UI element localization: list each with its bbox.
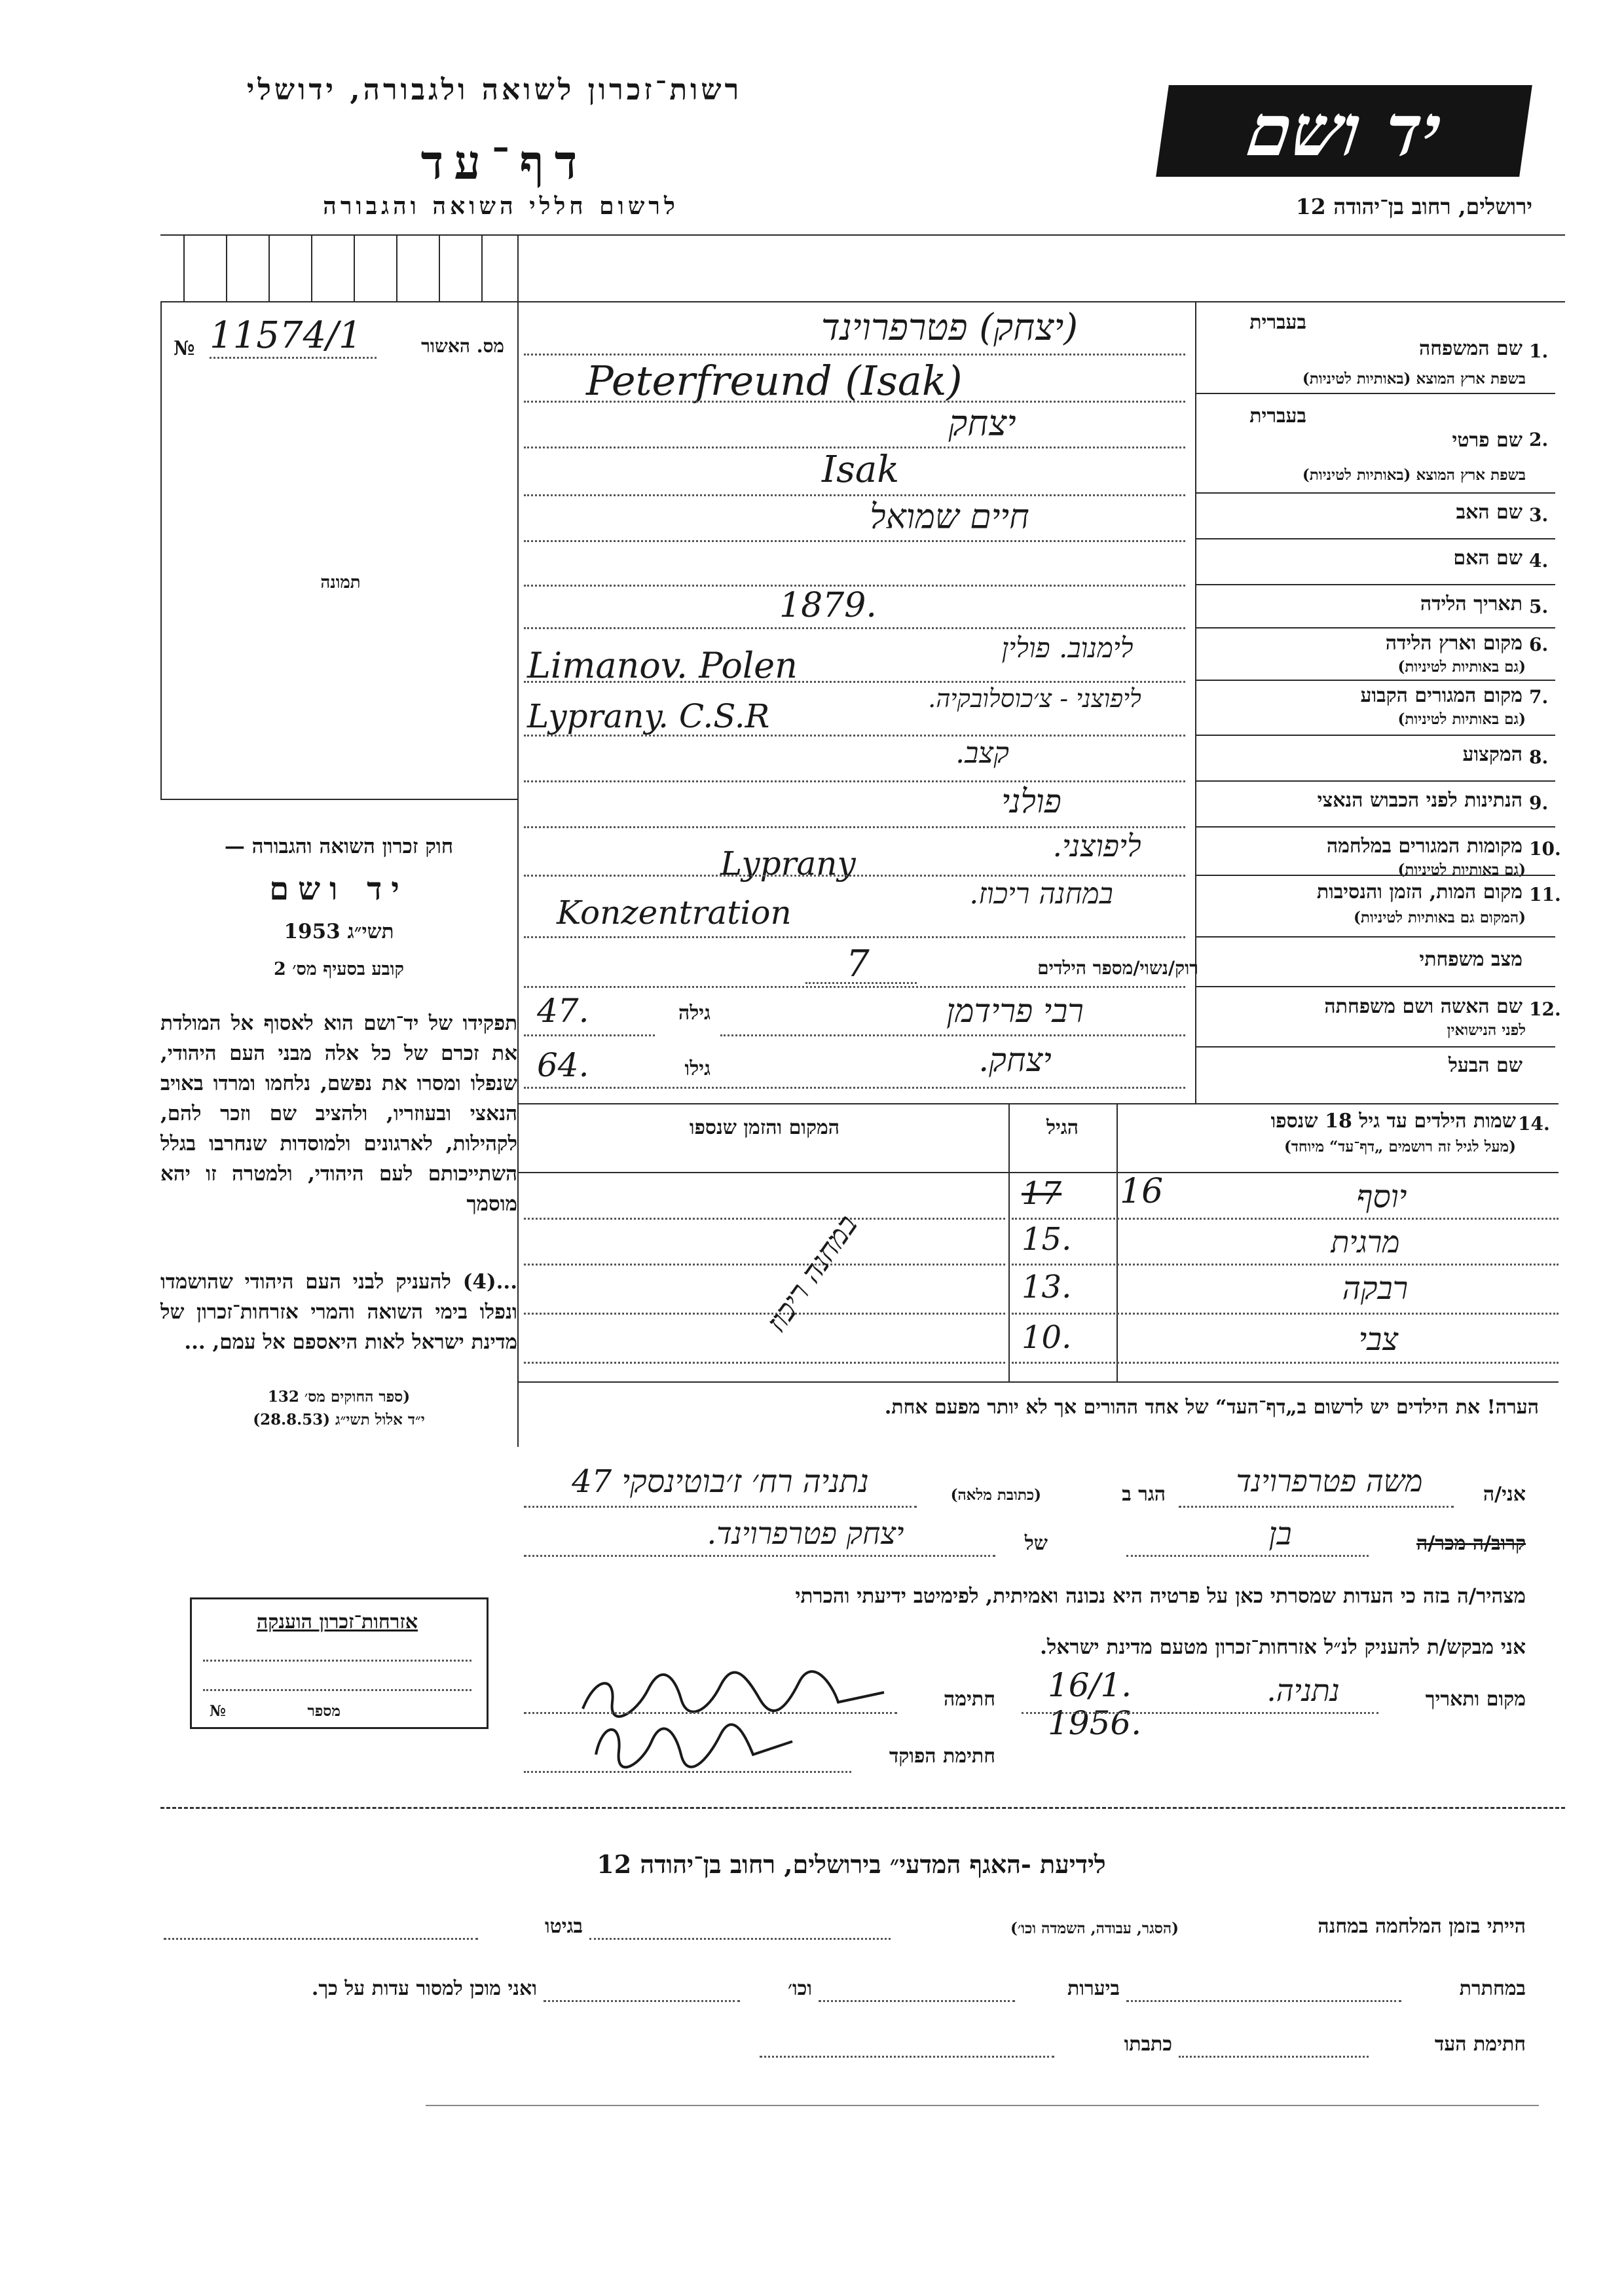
certificate-number-sign: № bbox=[210, 1702, 226, 1720]
child-name-4: צבי bbox=[1358, 1321, 1399, 1358]
death-place-hebrew: במחנה ריכוז. bbox=[969, 877, 1113, 911]
profession-value: קצב. bbox=[955, 737, 1009, 770]
citizenship-value: פולני bbox=[1001, 782, 1061, 820]
native-lang-label-1: בשפת ארץ המוצא (באותיות לטיניות) bbox=[1302, 370, 1526, 388]
footer-forests-label: ביערות bbox=[1067, 1977, 1120, 2000]
sidebar-law-title: חוק זכרון השואה והגבורה — bbox=[224, 835, 454, 858]
father-name-value: חיים שמואל bbox=[870, 498, 1029, 537]
form-subtitle: לרשום חללי השואה והגבורה bbox=[323, 192, 679, 220]
relation-of-value: יצחק פטרפרוינד. bbox=[707, 1516, 904, 1551]
in-hebrew-label-1: בעברית bbox=[1249, 311, 1306, 334]
relation-label: קרוב/ה מכר/ה bbox=[1416, 1532, 1526, 1555]
husband-name-value: יצחק. bbox=[978, 1041, 1052, 1079]
sidebar-source-date: י״ד אלול תשי״ג (28.8.53) bbox=[253, 1411, 425, 1429]
in-hebrew-label-2: בעברית bbox=[1249, 405, 1306, 428]
native-lang-label-2: בשפת ארץ המוצא (באותיות לטיניות) bbox=[1302, 466, 1526, 484]
row-number-11: 11. bbox=[1529, 884, 1561, 905]
relation-value: בן bbox=[1268, 1516, 1292, 1552]
relation-of-label: של bbox=[1024, 1532, 1048, 1555]
children-place-column: המקום והזמן שנספו bbox=[689, 1116, 840, 1139]
officer-signature bbox=[589, 1715, 799, 1774]
row-number-5: 5. bbox=[1529, 596, 1549, 617]
child-age-1-corrected: 16 bbox=[1120, 1172, 1164, 1211]
birthplace-hebrew: לימנוב. פולין bbox=[1001, 632, 1134, 664]
signature-label: חתימה bbox=[944, 1688, 995, 1711]
form-title: דף־עד bbox=[420, 134, 588, 190]
yad-vashem-logo: יד ושם bbox=[1156, 85, 1532, 177]
given-name-hebrew: יצחק bbox=[948, 403, 1016, 444]
family-name-label: שם המשפחה bbox=[1418, 337, 1522, 360]
footer-title: לידיעת -האגף המדעי״ בירושלים, רחוב בן־יהודה 12 bbox=[597, 1850, 1106, 1879]
wife-name-note: לפני הנישואין bbox=[1447, 1021, 1526, 1039]
date-value: 16/1. 1956. bbox=[1048, 1666, 1142, 1742]
child-age-4: 10. bbox=[1022, 1319, 1072, 1356]
wife-name-label: שם האשה ושם משפחתה bbox=[1324, 995, 1522, 1018]
children-count-label: רוק/נשוי/מספר הילדים bbox=[1037, 957, 1198, 979]
death-latin-note: (המקום גם באותיות לטיניות) bbox=[1354, 909, 1526, 926]
children-count-value: 7 bbox=[846, 943, 870, 985]
children-note: הערה! את הילדים יש לרשום ב„דף־העד“ של אחד ההורים אך לא יותר מפעם אחת. bbox=[884, 1396, 1539, 1419]
children-death-place: במחנה ריכוז bbox=[760, 1209, 864, 1339]
reg-number-label: מס. האשור bbox=[421, 335, 504, 357]
birthplace-latin-note: (גם באותיות לטיניות) bbox=[1397, 658, 1526, 676]
reg-number-value: 11574/1 bbox=[210, 314, 362, 357]
place-date-label: מקום ותאריך bbox=[1425, 1688, 1526, 1711]
footer-witness-signature-label: חתימת העד bbox=[1434, 2033, 1526, 2056]
wife-age-label: גילה bbox=[678, 1002, 710, 1025]
husband-age-label: גילו bbox=[684, 1057, 710, 1080]
authority-title: רשות־זכרון לשואה ולגבורה, ידושלי bbox=[246, 73, 743, 107]
sidebar-source: (ספר החוקים מס׳ 132 bbox=[267, 1388, 411, 1406]
residence-hebrew: ליפוצני - צ׳כוסלובקיה. bbox=[928, 684, 1141, 713]
address-hint: (כתובת מלאה) bbox=[950, 1486, 1041, 1504]
given-name-latin: Isak bbox=[822, 448, 900, 491]
row-number-7: 7. bbox=[1529, 686, 1549, 708]
husband-name-label: שם הבעל bbox=[1448, 1054, 1522, 1077]
sidebar-text-2: ...(4) להעניק לבני העם היהודי שהושמדו ונפלו בימי השואה והמרי אזרחות־זכרון של מדינת ישראל לאות היאספם אל עמם, ... bbox=[160, 1270, 517, 1354]
declaration-request: אני מבקש/ת להעניק לנ״ל אזרחות־זכרון מטעם מדינת ישראל. bbox=[1040, 1635, 1526, 1659]
declarant-label: אני/ה bbox=[1483, 1483, 1526, 1506]
footer-testimony-label: ואני מוכן למסור עדות על כך. bbox=[311, 1977, 537, 2000]
row-number-6: 6. bbox=[1529, 634, 1549, 655]
row-number-10: 10. bbox=[1529, 838, 1561, 860]
row-number-12: 12. bbox=[1529, 998, 1561, 1020]
row-number-1: 1. bbox=[1529, 340, 1549, 362]
residence-latin: Lyprany. C.S.R bbox=[527, 697, 770, 735]
footer-address-label: כתבתו bbox=[1124, 2033, 1172, 2056]
child-name-1: יוסף bbox=[1356, 1178, 1407, 1215]
row-number-4: 4. bbox=[1529, 550, 1549, 572]
child-age-3: 13. bbox=[1022, 1269, 1072, 1305]
child-name-2: מרגית bbox=[1331, 1224, 1400, 1260]
row-number-14: 14. bbox=[1518, 1113, 1550, 1135]
declarant-address: נתניה רח׳ ז׳בוטינסקי 47 bbox=[572, 1463, 869, 1500]
war-residence-latin: Lyprany bbox=[720, 845, 856, 883]
family-name-latin: Peterfreund (Isak) bbox=[586, 357, 963, 405]
residence-label: מקום המגורים הקבוע bbox=[1360, 684, 1522, 707]
sidebar-law-name: יד ושם bbox=[269, 871, 409, 907]
residence-latin-note: (גם באותיות לטיניות) bbox=[1397, 710, 1526, 728]
wife-name-value: רבי פרידמן bbox=[946, 992, 1084, 1030]
birth-date-value: 1879. bbox=[779, 586, 877, 625]
sidebar-text: תפקידו של יד־ושם הוא לאסוף אל המולדת את זכרם של כל אלה מבני העם היהודי, שנפלו ומסרו את נפשם, נלחמו ומרדו באויב הנאצי ובעוזריו, ולהציב שם וזכר להם, לקהילות, לארגונים ולמוסדות שנחרבו בגלל השתייכותם לעם היהודי, ולמטרה זו יהא מוסמך bbox=[160, 1011, 517, 1216]
war-residence-latin-note: (גם באותיות לטיניות) bbox=[1397, 861, 1526, 879]
row-number-9: 9. bbox=[1529, 792, 1549, 814]
war-residence-hebrew: ליפוצני. bbox=[1052, 828, 1141, 864]
footer-etc-label: וכו׳ bbox=[788, 1977, 812, 2000]
row-number-2: 2. bbox=[1529, 429, 1549, 450]
mother-name-label: שם האם bbox=[1453, 547, 1522, 570]
war-residence-label: מקומות המגורים במלחמה bbox=[1326, 835, 1522, 858]
row-number-8: 8. bbox=[1529, 746, 1549, 768]
given-name-label: שם פרטי bbox=[1452, 429, 1522, 452]
place-value: נתניה. bbox=[1266, 1673, 1340, 1708]
resides-label: הגר ב bbox=[1122, 1483, 1166, 1506]
wife-age-value: 47. bbox=[537, 992, 589, 1030]
child-age-1: 17 bbox=[1022, 1175, 1062, 1212]
family-name-hebrew: (יצחק) פטרפרוינד bbox=[821, 306, 1079, 349]
sidebar-year: תשי״ג 1953 bbox=[284, 920, 394, 943]
death-label: מקום המות, הזמן והנסיבות bbox=[1316, 881, 1522, 903]
birthplace-label: מקום וארץ הלידה bbox=[1385, 632, 1522, 655]
row-number-3: 3. bbox=[1529, 504, 1549, 526]
photo-label: תמונה bbox=[320, 573, 361, 592]
birthplace-latin: Limanov. Polen bbox=[527, 645, 798, 686]
reg-number-sign: № bbox=[174, 337, 195, 360]
profession-label: המקצוע bbox=[1462, 743, 1522, 766]
certificate-number-label: מספר bbox=[307, 1702, 341, 1720]
birth-date-label: תאריך הלידה bbox=[1420, 592, 1522, 615]
declarant-name: משה פטרפרוינד bbox=[1236, 1463, 1423, 1499]
child-age-2: 15. bbox=[1022, 1221, 1072, 1258]
marital-status-label: מצב משפחתי bbox=[1419, 948, 1522, 971]
citizenship-label: הנתינות לפני הכבוש הנאצי bbox=[1317, 789, 1522, 812]
declaration-statement: מצהיר/ה בזה כי העדות שמסרתי כאן על פרטיה היא נכונה ואמיתית, לפימיטב ידיעתי והכרתי bbox=[795, 1584, 1526, 1608]
children-header: שמות הילדים עד גיל 18 שנספו bbox=[1270, 1110, 1516, 1133]
footer-line1-start: הייתי בזמן המלחמה במחנה bbox=[1318, 1915, 1526, 1938]
certificate-title: אזרחות־זכרון הוענקה bbox=[256, 1611, 418, 1633]
footer-ghetto-label: בגיטו bbox=[544, 1915, 583, 1938]
footer-line1-mid: (הסגר, עבודה, השמדה וכו׳) bbox=[1010, 1920, 1179, 1937]
children-header-note: (מעל לגיל זה רושמים „דף־עד“ מיוחד) bbox=[1283, 1138, 1516, 1156]
officer-signature-label: חתימת הפוקד bbox=[889, 1745, 995, 1768]
husband-age-value: 64. bbox=[537, 1046, 589, 1084]
sidebar-clause: קובע בסעיף מס׳ 2 bbox=[274, 959, 404, 979]
footer-underground-label: במחתרת bbox=[1459, 1977, 1526, 2000]
header-address: ירושלים, רחוב בן־יהודה 12 bbox=[1295, 194, 1532, 219]
children-age-column: הגיל bbox=[1046, 1116, 1079, 1139]
child-name-3: רבקה bbox=[1342, 1270, 1409, 1307]
death-place-latin: Konzentration bbox=[557, 894, 792, 932]
father-name-label: שם האב bbox=[1456, 501, 1522, 524]
